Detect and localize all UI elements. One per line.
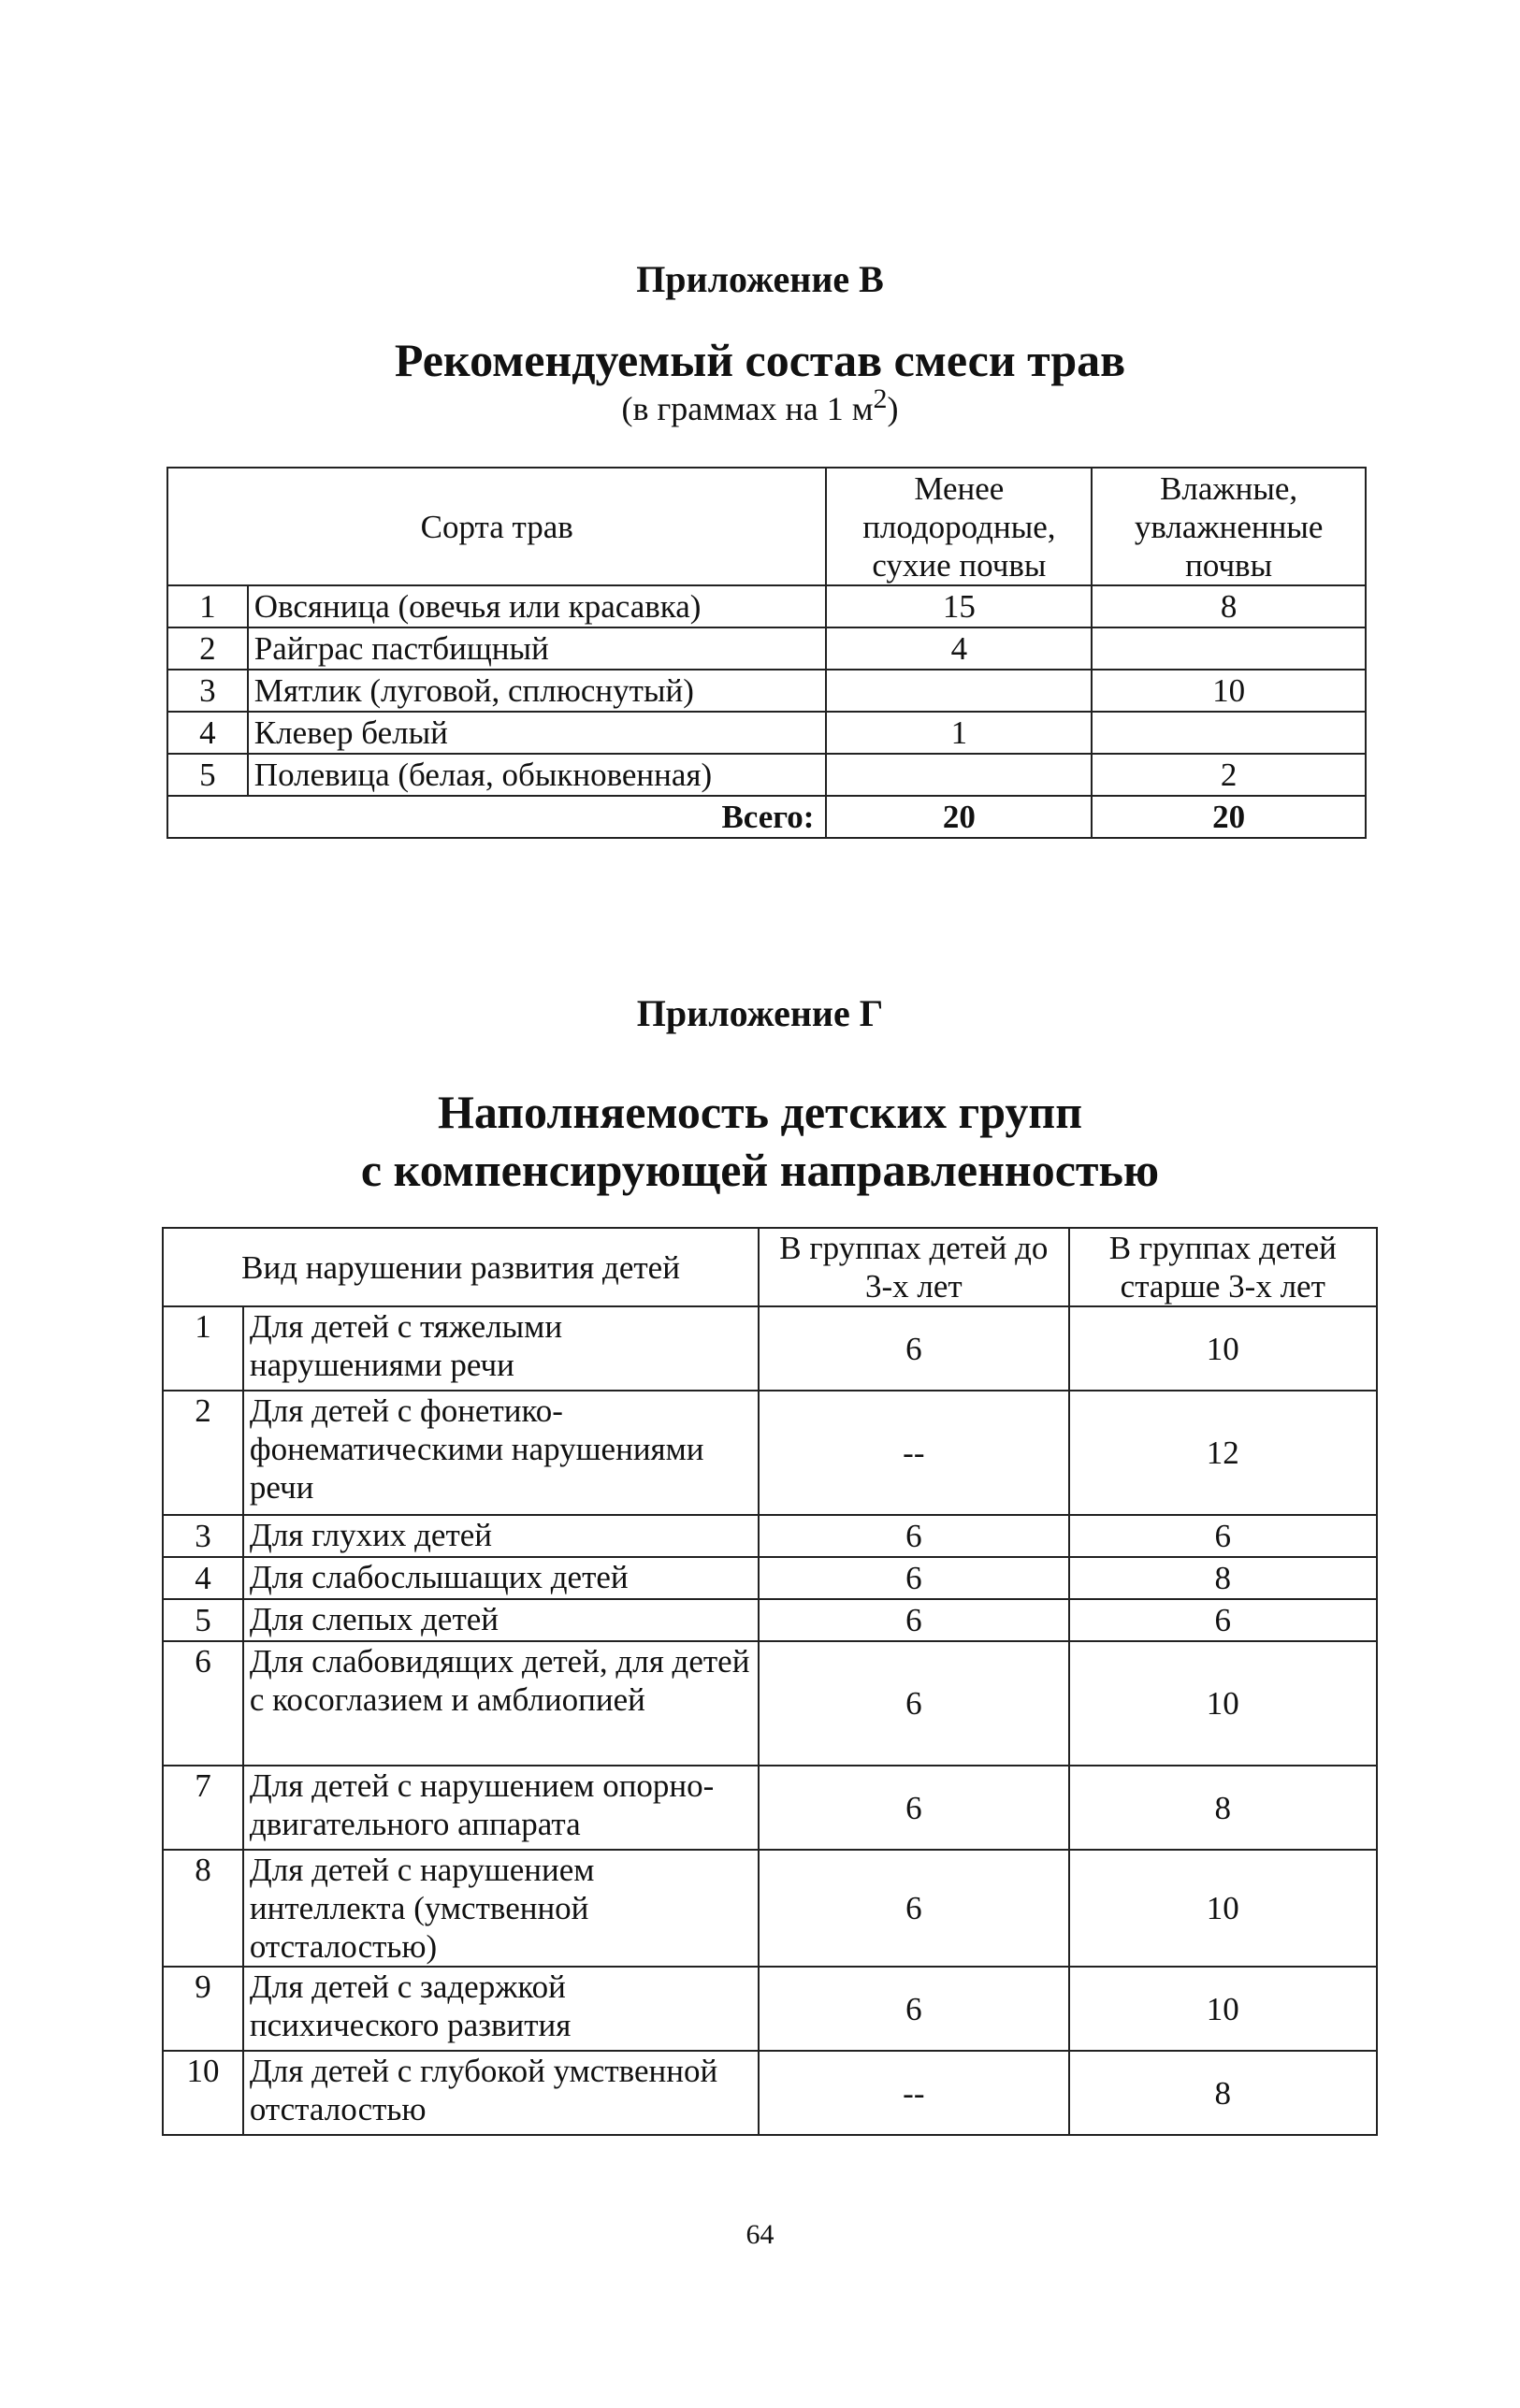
wet-value: 8 (1092, 585, 1366, 627)
under-3-value: 6 (759, 1766, 1068, 1850)
disorder-description: Для глухих детей (243, 1515, 759, 1557)
over-3-value: 6 (1069, 1599, 1377, 1641)
over-3-value: 12 (1069, 1391, 1377, 1515)
under-3-value: 6 (759, 1557, 1068, 1599)
table-row (163, 1641, 1377, 1766)
header-under-3: В группах детей до 3-х лет (759, 1228, 1068, 1306)
row-number: 5 (163, 1599, 243, 1641)
grass-mix-table (166, 467, 1367, 839)
row-number: 7 (163, 1766, 243, 1850)
table-row (163, 1557, 1377, 1599)
appendix-g-subtitle-line2: с компенсирующей направленностью (360, 1144, 1160, 1196)
wet-value (1092, 627, 1366, 670)
row-number: 3 (167, 670, 248, 712)
appendix-g-title: Приложение Г (636, 992, 884, 1034)
over-3-value: 6 (1069, 1515, 1377, 1557)
total-row (167, 796, 1366, 838)
total-wet: 20 (1092, 796, 1366, 838)
wet-value (1092, 712, 1366, 754)
header-disorder-type: Вид нарушении развития детей (163, 1228, 759, 1306)
appendix-b-units (0, 383, 1520, 428)
table-row (163, 1850, 1377, 1967)
disorder-description: Для детей с задержкой психического развития (243, 1967, 759, 2051)
table-row (163, 1766, 1377, 1850)
under-3-value: 6 (759, 1515, 1068, 1557)
table-header-row (163, 1228, 1377, 1306)
over-3-value: 8 (1069, 2051, 1377, 2135)
page-number: 64 (746, 2219, 774, 2250)
total-dry: 20 (826, 796, 1092, 838)
grass-name: Овсяница (овечья или красавка) (248, 585, 827, 627)
grass-name: Райграс пастбищный (248, 627, 827, 670)
table-row (163, 1306, 1377, 1391)
appendix-b-subtitle: Рекомендуемый состав смеси трав (394, 334, 1126, 386)
under-3-value: 6 (759, 1967, 1068, 2051)
table-row (167, 754, 1366, 796)
total-label: Всего: (167, 796, 826, 838)
dry-value: 4 (826, 627, 1092, 670)
header-grass-varieties: Сорта трав (167, 468, 826, 585)
dry-value (826, 670, 1092, 712)
row-number: 3 (163, 1515, 243, 1557)
over-3-value: 10 (1069, 1850, 1377, 1967)
row-number: 5 (167, 754, 248, 796)
row-number: 4 (163, 1557, 243, 1599)
child-groups-table (162, 1227, 1378, 2136)
over-3-value: 10 (1069, 1306, 1377, 1391)
dry-value (826, 754, 1092, 796)
disorder-description: Для детей с нарушением интеллекта (умственной отсталостью) (243, 1850, 759, 1967)
over-3-value: 10 (1069, 1641, 1377, 1766)
units-prefix: (в граммах на 1 м (621, 390, 874, 427)
disorder-description: Для слабослышащих детей (243, 1557, 759, 1599)
header-dry-soils: Менее плодородные, сухие почвы (826, 468, 1092, 585)
grass-name: Полевица (белая, обыкновенная) (248, 754, 827, 796)
disorder-description: Для детей с глубокой умственной отсталостью (243, 2051, 759, 2135)
table-row (163, 1515, 1377, 1557)
table-row (163, 1391, 1377, 1515)
row-number: 1 (167, 585, 248, 627)
table-row (163, 1599, 1377, 1641)
under-3-value: 6 (759, 1599, 1068, 1641)
over-3-value: 8 (1069, 1766, 1377, 1850)
appendix-b-title: Приложение В (636, 258, 884, 300)
row-number: 9 (163, 1967, 243, 2051)
under-3-value: -- (759, 1391, 1068, 1515)
under-3-value: 6 (759, 1641, 1068, 1766)
table-header-row (167, 468, 1366, 585)
header-over-3: В группах детей старше 3-х лет (1069, 1228, 1377, 1306)
row-number: 2 (163, 1391, 243, 1515)
units-suffix: ) (887, 390, 899, 427)
row-number: 1 (163, 1306, 243, 1391)
table-row (167, 670, 1366, 712)
table-row (167, 627, 1366, 670)
disorder-description: Для слабовидящих детей, для детей с косоглазием и амблиопией (243, 1641, 759, 1766)
dry-value: 1 (826, 712, 1092, 754)
disorder-description: Для детей с тяжелыми нарушениями речи (243, 1306, 759, 1391)
disorder-description: Для детей с нарушением опорно-двигательного аппарата (243, 1766, 759, 1850)
over-3-value: 8 (1069, 1557, 1377, 1599)
wet-value: 2 (1092, 754, 1366, 796)
row-number: 8 (163, 1850, 243, 1967)
table-row (167, 585, 1366, 627)
disorder-description: Для детей с фонетико-фонематическими нарушениями речи (243, 1391, 759, 1515)
over-3-value: 10 (1069, 1967, 1377, 2051)
row-number: 4 (167, 712, 248, 754)
table-row (167, 712, 1366, 754)
units-superscript: 2 (873, 383, 888, 414)
row-number: 10 (163, 2051, 243, 2135)
table-row (163, 2051, 1377, 2135)
wet-value: 10 (1092, 670, 1366, 712)
row-number: 2 (167, 627, 248, 670)
appendix-g-subtitle-line1: Наполняемость детских групп (437, 1086, 1082, 1138)
disorder-description: Для слепых детей (243, 1599, 759, 1641)
grass-name: Клевер белый (248, 712, 827, 754)
under-3-value: -- (759, 2051, 1068, 2135)
under-3-value: 6 (759, 1850, 1068, 1967)
under-3-value: 6 (759, 1306, 1068, 1391)
header-wet-soils: Влажные, увлажненные почвы (1092, 468, 1366, 585)
row-number: 6 (163, 1641, 243, 1766)
table-row (163, 1967, 1377, 2051)
grass-name: Мятлик (луговой, сплюснутый) (248, 670, 827, 712)
dry-value: 15 (826, 585, 1092, 627)
